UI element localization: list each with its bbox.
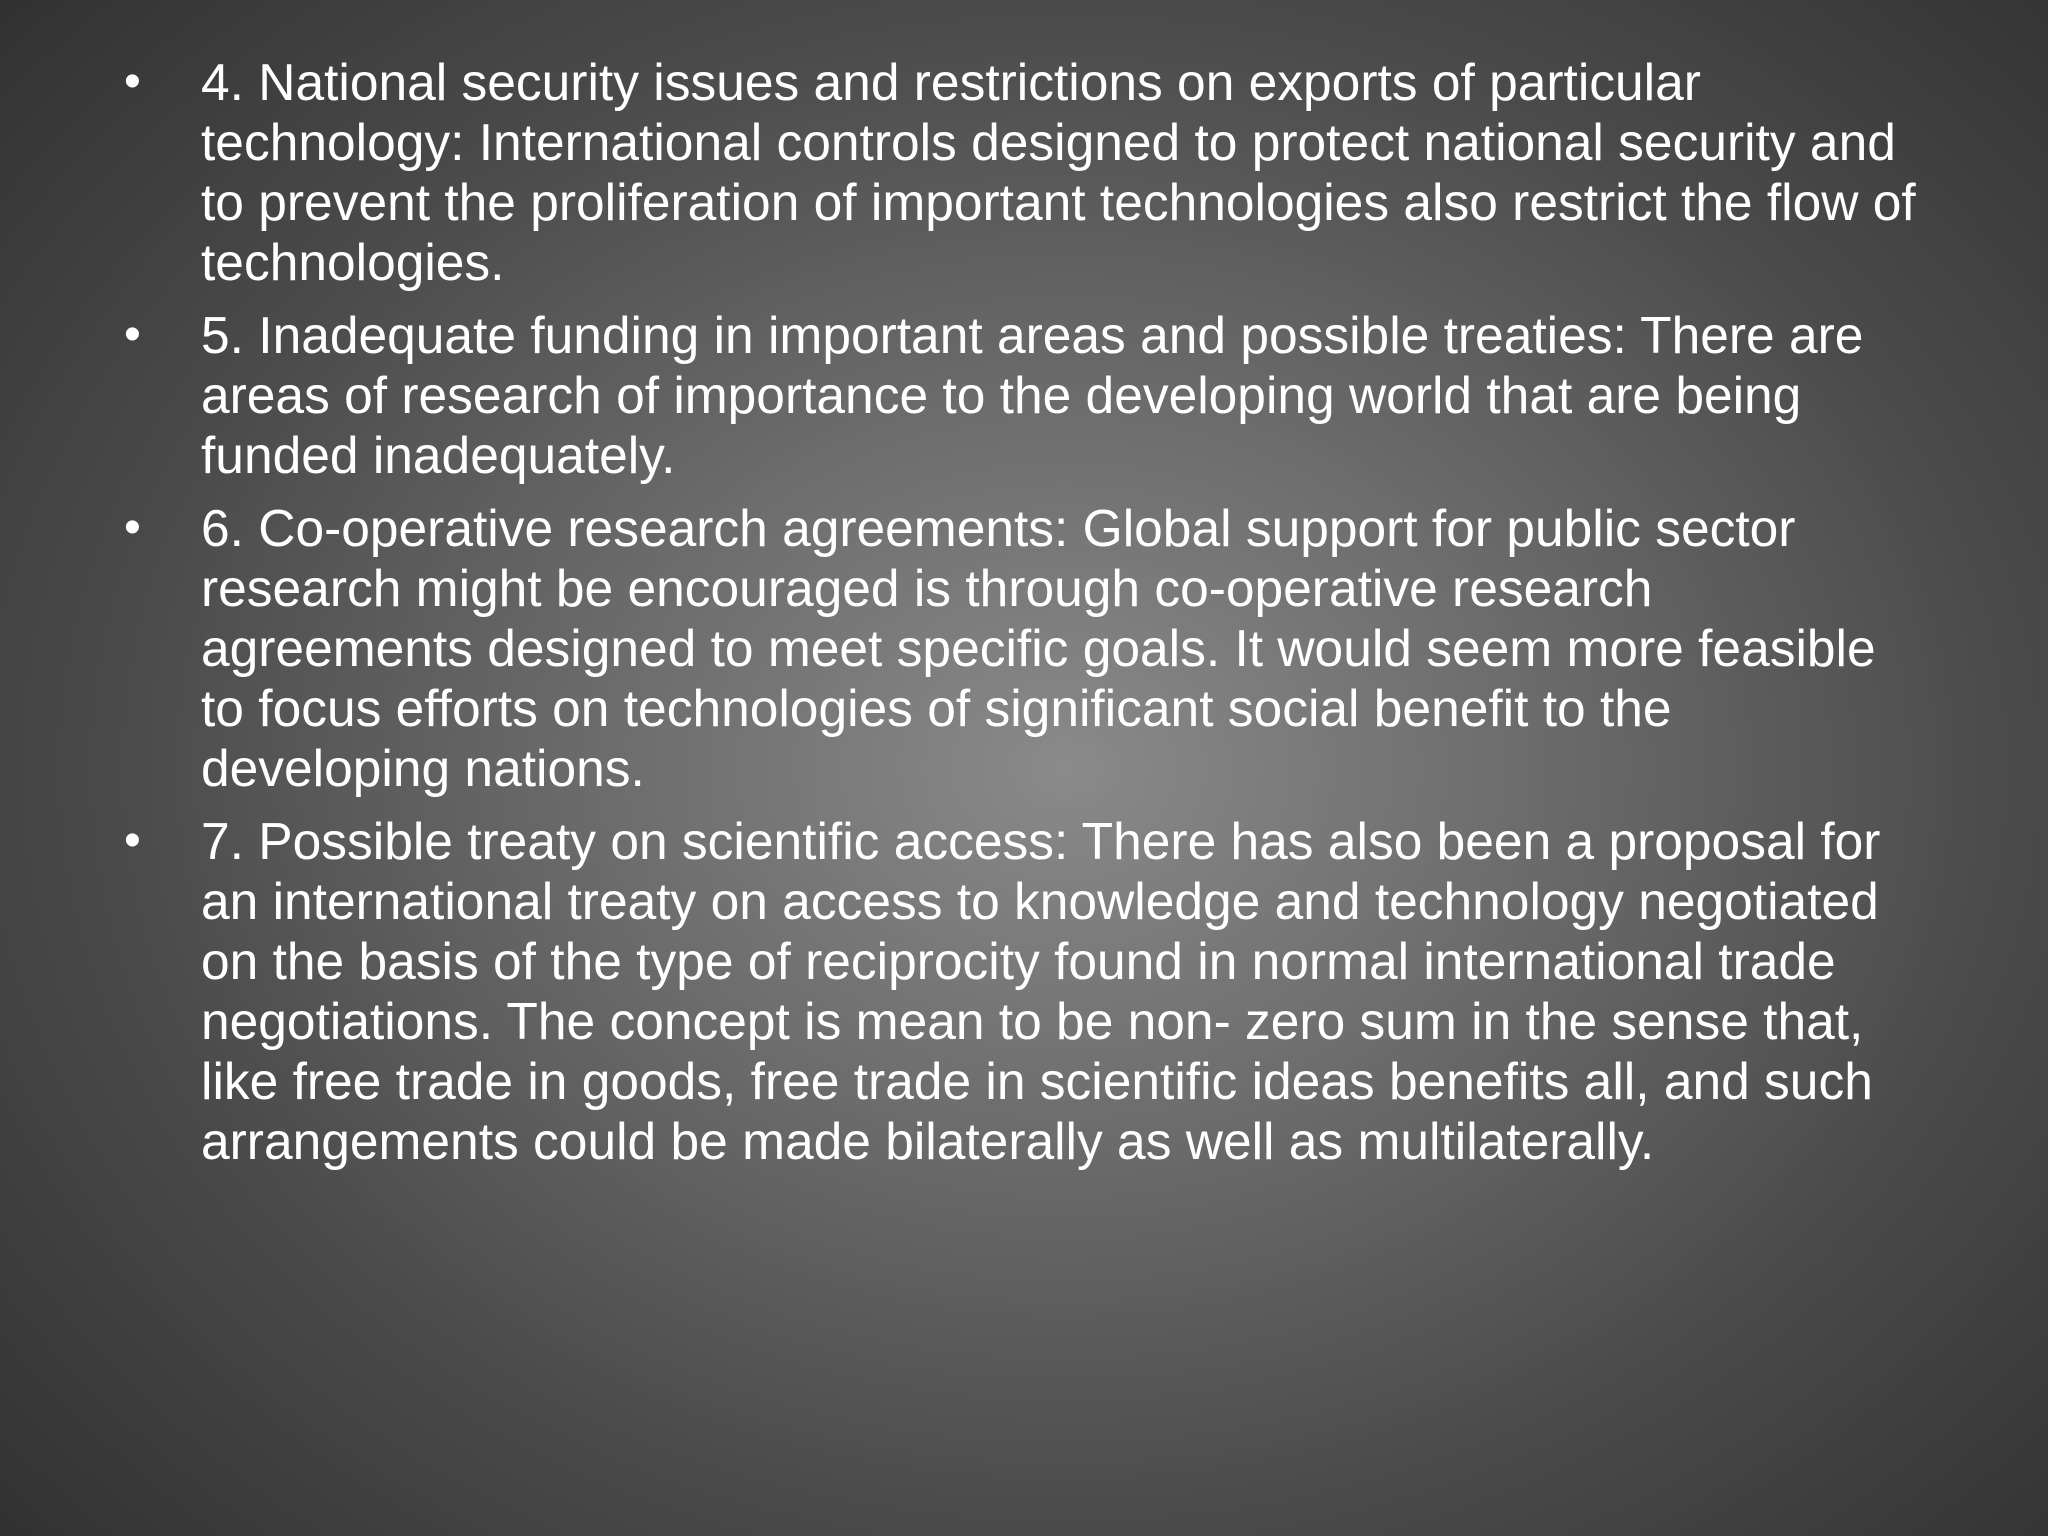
bullet-point-icon: • [124,55,141,108]
bullet-point-icon: • [124,501,141,554]
bullet-text: 5. Inadequate funding in important areas and possible treaties: There are areas of research of importance to the developing world that are being funded inadequately. [201,306,1864,484]
bullet-text: 4. National security issues and restrictions on exports of particular technology: International controls designed to protect national security and to prevent the proliferation of important technologies also restrict the flow of technologies. [201,53,1916,291]
bullet-list [120,52,1920,1184]
bullet-item [120,498,1920,798]
bullet-item [120,811,1920,1171]
bullet-text: 7. Possible treaty on scientific access: There has also been a proposal for an international treaty on access to knowledge and technology negotiated on the basis of the type of reciprocity found in normal international trade negotiations. The concept is mean to be non- zero sum in the sense that, like free trade in goods, free trade in scientific ideas benefits all, and such arrangements could be made bilaterally as well as multilaterally. [201,812,1881,1170]
bullet-text: 6. Co-operative research agreements: Global support for public sector research might be encouraged is through co-operative research agreements designed to meet specific goals. It would seem more feasible to focus efforts on technologies of significant social benefit to the developing nations. [201,499,1876,797]
bullet-item [120,305,1920,485]
bullet-item [120,52,1920,292]
bullet-point-icon: • [124,308,141,361]
bullet-point-icon: • [124,814,141,867]
